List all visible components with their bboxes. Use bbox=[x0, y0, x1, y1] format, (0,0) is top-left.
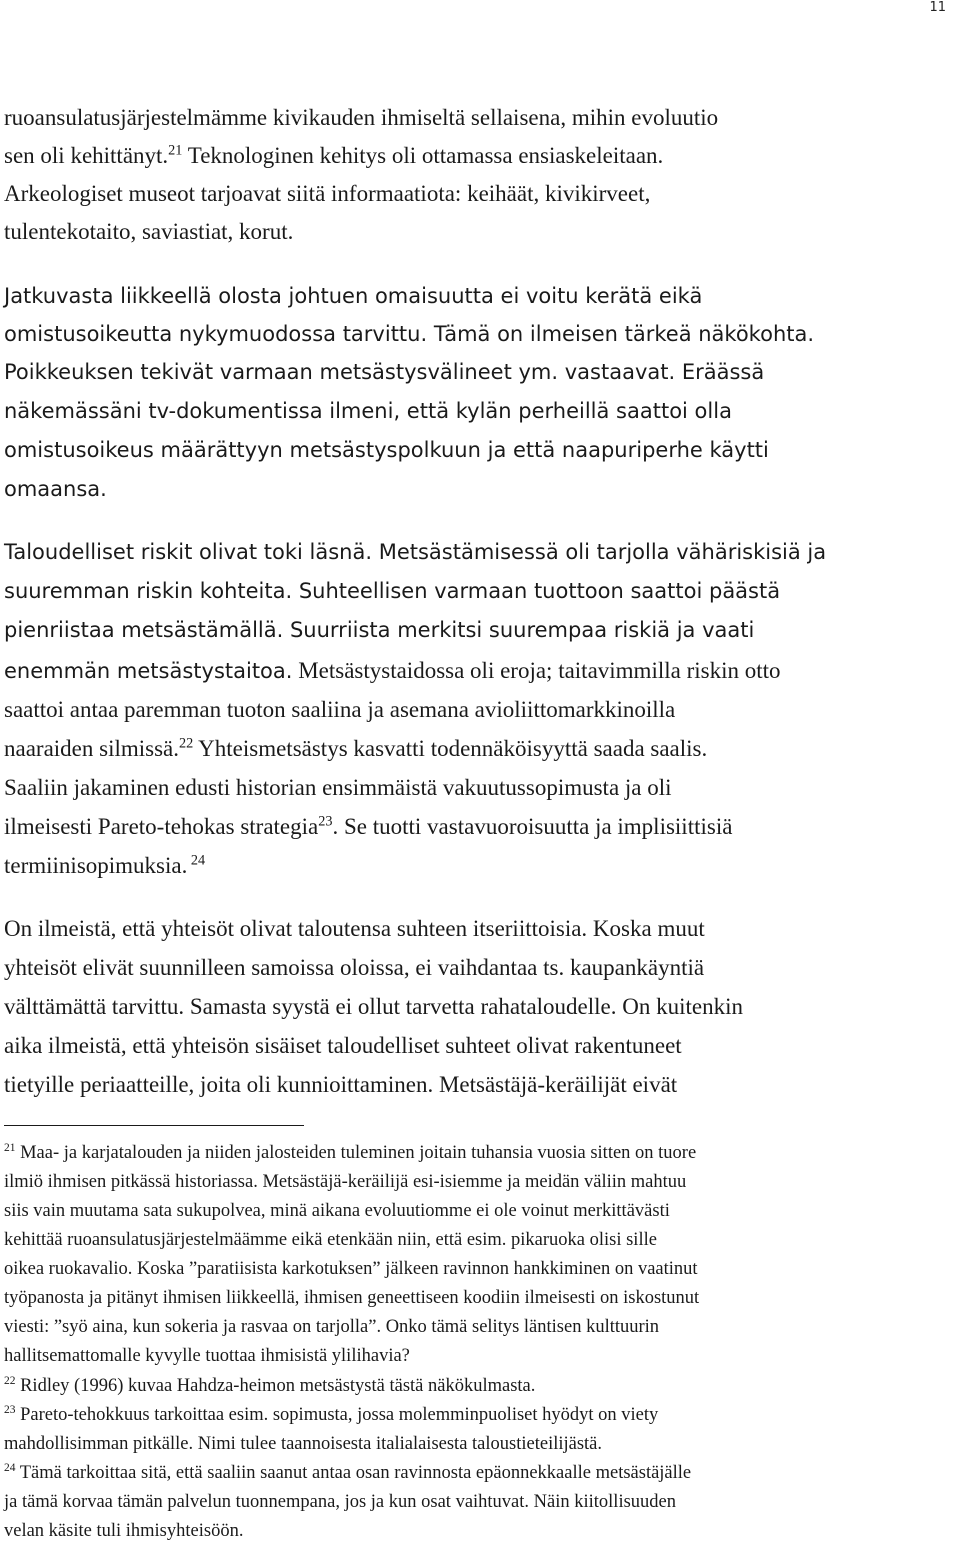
footnote-line: viesti: ”syö aina, kun sokeria ja rasvaa on tarjolla”. Onko tämä selitys läntisen kulttuurin bbox=[4, 1317, 660, 1337]
text-span: Yhteismetsästys kasvatti todennäköisyyttä saada saalis. bbox=[193, 736, 708, 761]
text-span: termiinisopimuksia. bbox=[4, 853, 188, 878]
text-line: aika ilmeistä, että yhteisön sisäiset taloudelliset suhteet olivat rakentuneet bbox=[4, 1033, 682, 1058]
footnote-ref-21[interactable]: 21 bbox=[168, 142, 183, 159]
footnote-number: 22 bbox=[4, 1374, 16, 1387]
text-line: saattoi antaa paremman tuoton saaliina ja asemana avioliittomarkkinoilla bbox=[4, 697, 676, 722]
text-span: . Se tuotti vastavuoroisuutta ja implisiittisiä bbox=[332, 814, 733, 839]
text-line: omistusoikeus määrättyyn metsästyspolkuun ja että naapuriperhe käytti bbox=[4, 438, 769, 462]
text-span: Ridley (1996) kuvaa Hahdza-heimon metsästystä tästä näkökulmasta. bbox=[15, 1376, 536, 1396]
text-span: Suhteellisen varmaan tuottoon saattoi päästä bbox=[292, 579, 781, 603]
text-span: enemmän metsästystaitoa. bbox=[4, 659, 293, 683]
text-line bbox=[4, 362, 764, 383]
footnote-line: siis vain muutama sata sukupolvea, minä aikana evoluutiomme ei ole voinut merkittävästi bbox=[4, 1201, 670, 1221]
text-line: näkemässäni tv-dokumentissa ilmeni, että kylän perheillä saattoi olla bbox=[4, 399, 732, 423]
text-span: Metsästystaidossa oli eroja; taitavimmilla riskin otto bbox=[292, 658, 781, 683]
text-span: naaraiden silmissä. bbox=[4, 736, 180, 761]
footnote-ref-24[interactable]: 24 bbox=[187, 852, 206, 869]
text-line: omistusoikeutta nykymuodossa tarvittu. Tämä on ilmeisen tärkeä näkökohta. bbox=[4, 322, 815, 346]
text-span: vastaavat. Eräässä bbox=[558, 360, 765, 384]
text-span: sen oli kehittänyt. bbox=[4, 143, 169, 168]
text-line bbox=[4, 581, 780, 602]
text-line bbox=[4, 815, 732, 838]
footnote-line: mahdollisimman pitkälle. Nimi tulee taannoisesta italialaisesta taloustieteilijästä. bbox=[4, 1434, 603, 1454]
text-line: tulentekotaito, saviastiat, korut. bbox=[4, 219, 294, 244]
text-span: Maa- ja karjatalouden ja niiden jalosteiden tuleminen joitain tuhansia vuosia sitten on tuore bbox=[15, 1143, 697, 1163]
text-span: Tämä tarkoittaa sitä, että saaliin saanut antaa osan ravinnosta epäonnekkaalle metsästäjälle bbox=[15, 1463, 692, 1483]
footnote-line: työpanosta ja pitänyt ihmisen liikkeellä, ihmisen geneettiseen koodiin ilmeisesti on iskostunut bbox=[4, 1288, 700, 1308]
footnote-21 bbox=[4, 1141, 697, 1163]
footnote-line: velan käsite tuli ihmisyhteisöön. bbox=[4, 1521, 244, 1541]
footnote-line: oikea ruokavalio. Koska ”paratiisista karkotuksen” jälkeen ravinnon hankkiminen on vaatinut bbox=[4, 1259, 698, 1279]
footnote-23 bbox=[4, 1403, 659, 1425]
text-line bbox=[4, 620, 754, 641]
text-line bbox=[4, 737, 707, 760]
text-line: Jatkuvasta liikkeellä olosta johtuen omaisuutta ei voitu kerätä eikä bbox=[4, 284, 703, 308]
text-line: ruoansulatusjärjestelmämme kivikauden ihmiseltä sellaisena, mihin evoluutio bbox=[4, 105, 719, 130]
text-span: Suurriista merkitsi suurempaa riskiä ja vaati bbox=[283, 618, 755, 642]
text-span: suuremman riskin kohteita. bbox=[4, 579, 293, 603]
footnote-line: kehittää ruoansulatusjärjestelmäämme eikä etenkään niin, että esim. pikaruoka olisi sille bbox=[4, 1230, 657, 1250]
page-number: 11 bbox=[929, 0, 946, 15]
footnote-22 bbox=[4, 1374, 536, 1396]
text-line: yhteisöt elivät suunnilleen samoissa oloissa, ei vaihdantaa ts. kaupankäyntiä bbox=[4, 955, 705, 980]
footnote-ref-22[interactable]: 22 bbox=[179, 735, 194, 752]
text-line: Taloudelliset riskit olivat toki läsnä. Metsästämisessä oli tarjolla vähäriskisiä ja bbox=[4, 540, 827, 564]
footnote-line: hallitsemattomalle kyvylle tuottaa ihmisistä ylilihavia? bbox=[4, 1346, 410, 1366]
footnote-number: 21 bbox=[4, 1141, 16, 1154]
text-span: pienriistaa metsästämällä. bbox=[4, 618, 284, 642]
text-span: Poikkeuksen tekivät varmaan metsästysvälineet ym. bbox=[4, 360, 559, 384]
footnote-number: 24 bbox=[4, 1461, 16, 1474]
text-span: Pareto-tehokkuus tarkoittaa esim. sopimusta, jossa molemminpuoliset hyödyt on viety bbox=[15, 1405, 659, 1425]
text-line: välttämättä tarvittu. Samasta syystä ei ollut tarvetta rahataloudelle. On kuitenkin bbox=[4, 994, 743, 1019]
text-line bbox=[4, 854, 205, 877]
text-line: omaansa. bbox=[4, 477, 107, 501]
footnote-line: ja tämä korvaa tämän palvelun tuonnempana, jos ja kun osat vaihtuvat. Näin kiitollisuuden bbox=[4, 1492, 676, 1512]
text-line: Arkeologiset museot tarjoavat siitä informaatiota: keihäät, kivikirveet, bbox=[4, 181, 651, 206]
footnote-number: 23 bbox=[4, 1403, 16, 1416]
text-line bbox=[4, 659, 781, 682]
text-span: ilmeisesti Pareto-tehokas strategia bbox=[4, 814, 319, 839]
text-span: Teknologinen kehitys oli ottamassa ensiaskeleitaan. bbox=[182, 143, 664, 168]
footnote-24 bbox=[4, 1461, 692, 1483]
footnote-line: ilmiö ihmisen pitkässä historiassa. Metsästäjä-keräilijä esi-isiemme ja meidän väliin mahtuu bbox=[4, 1172, 687, 1192]
footnote-ref-23[interactable]: 23 bbox=[318, 813, 333, 830]
footnote-separator bbox=[4, 1125, 304, 1126]
text-line: Saaliin jakaminen edusti historian ensimmäistä vakuutussopimusta ja oli bbox=[4, 775, 672, 800]
text-line bbox=[4, 144, 663, 167]
text-line: tietyille periaatteille, joita oli kunnioittaminen. Metsästäjä-keräilijät eivät bbox=[4, 1072, 678, 1097]
text-line: On ilmeistä, että yhteisöt olivat taloutensa suhteen itseriittoisia. Koska muut bbox=[4, 916, 705, 941]
